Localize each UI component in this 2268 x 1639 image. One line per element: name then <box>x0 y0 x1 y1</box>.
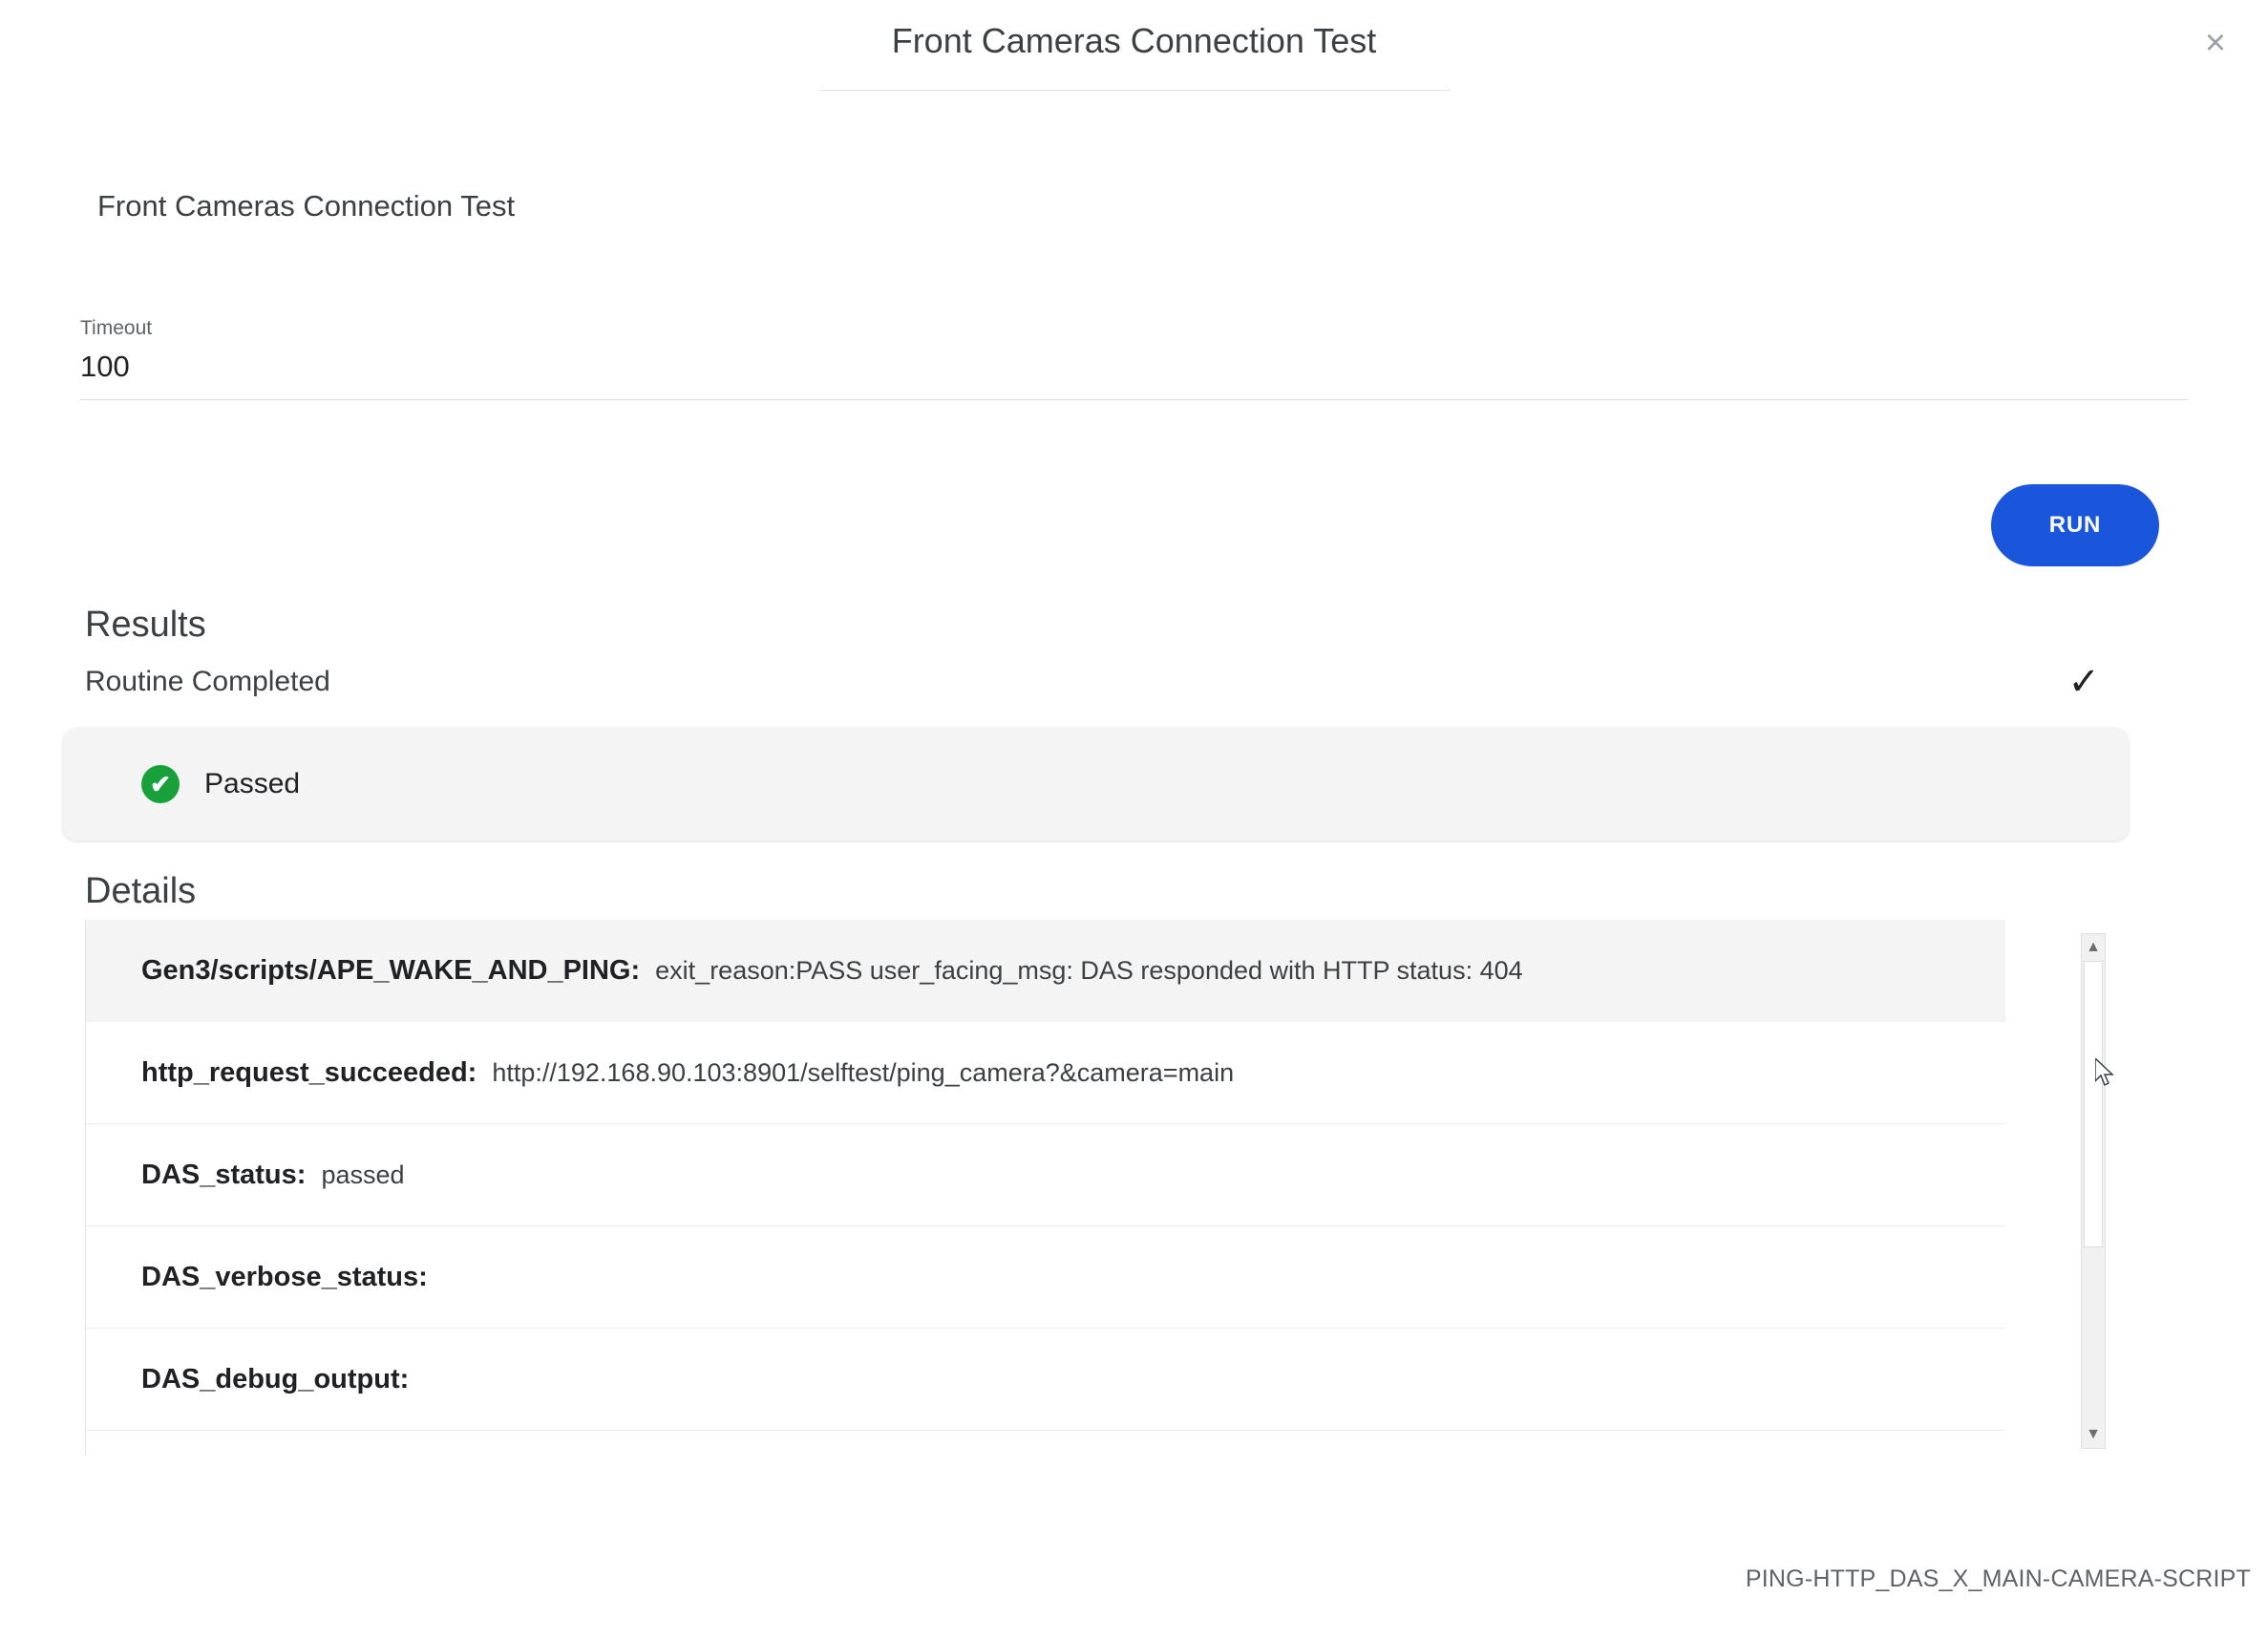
table-row <box>86 1329 2005 1431</box>
detail-key: DAS_debug_output: <box>141 1363 410 1394</box>
dialog-body <box>0 189 2268 1455</box>
scrollbar-thumb[interactable] <box>2084 961 2103 1247</box>
results-heading: Results <box>85 605 206 645</box>
table-row <box>86 1124 2005 1226</box>
status-badge: Passed <box>204 768 301 799</box>
dialog-header <box>0 0 2268 96</box>
routine-name: Front Cameras Connection Test <box>97 189 516 223</box>
routine-status-row <box>85 663 2188 701</box>
script-code-label: PING-HTTP_DAS_X_MAIN-CAMERA-SCRIPT <box>1745 1565 2251 1592</box>
details-list <box>86 920 2187 1431</box>
dialog-title: Front Cameras Connection Test <box>819 0 1450 91</box>
success-check-circle-icon: ✔ <box>141 765 180 803</box>
details-heading: Details <box>85 871 197 911</box>
detail-value: passed <box>321 1160 405 1189</box>
table-row <box>86 1022 2005 1124</box>
check-icon: ✓ <box>2067 661 2100 703</box>
details-scrollbar[interactable] <box>2081 933 2106 1449</box>
details-scroll-area[interactable] <box>85 920 2188 1455</box>
detail-key: Gen3/scripts/APE_WAKE_AND_PING: <box>141 955 641 986</box>
detail-key: DAS_status: <box>141 1159 307 1190</box>
table-row <box>86 1226 2005 1329</box>
routine-status-text: Routine Completed <box>85 666 330 697</box>
result-status-card <box>63 728 2129 841</box>
close-icon[interactable]: × <box>2204 23 2227 63</box>
detail-value: http://192.168.90.103:8901/selftest/ping_camera?&camera=main <box>492 1057 1235 1087</box>
detail-key: DAS_verbose_status: <box>141 1261 428 1292</box>
timeout-input[interactable] <box>80 348 2188 400</box>
table-row <box>86 920 2005 1022</box>
scroll-down-icon[interactable]: ▼ <box>2086 1426 2101 1442</box>
timeout-label: Timeout <box>80 317 153 339</box>
run-button-row <box>80 484 2188 566</box>
scroll-up-icon[interactable]: ▲ <box>2086 939 2101 955</box>
run-button[interactable]: RUN <box>1991 484 2159 566</box>
timeout-field-block <box>80 317 2188 400</box>
detail-value: exit_reason:PASS user_facing_msg: DAS responded with HTTP status: 404 <box>655 956 1523 985</box>
detail-key: http_request_succeeded: <box>141 1056 477 1088</box>
